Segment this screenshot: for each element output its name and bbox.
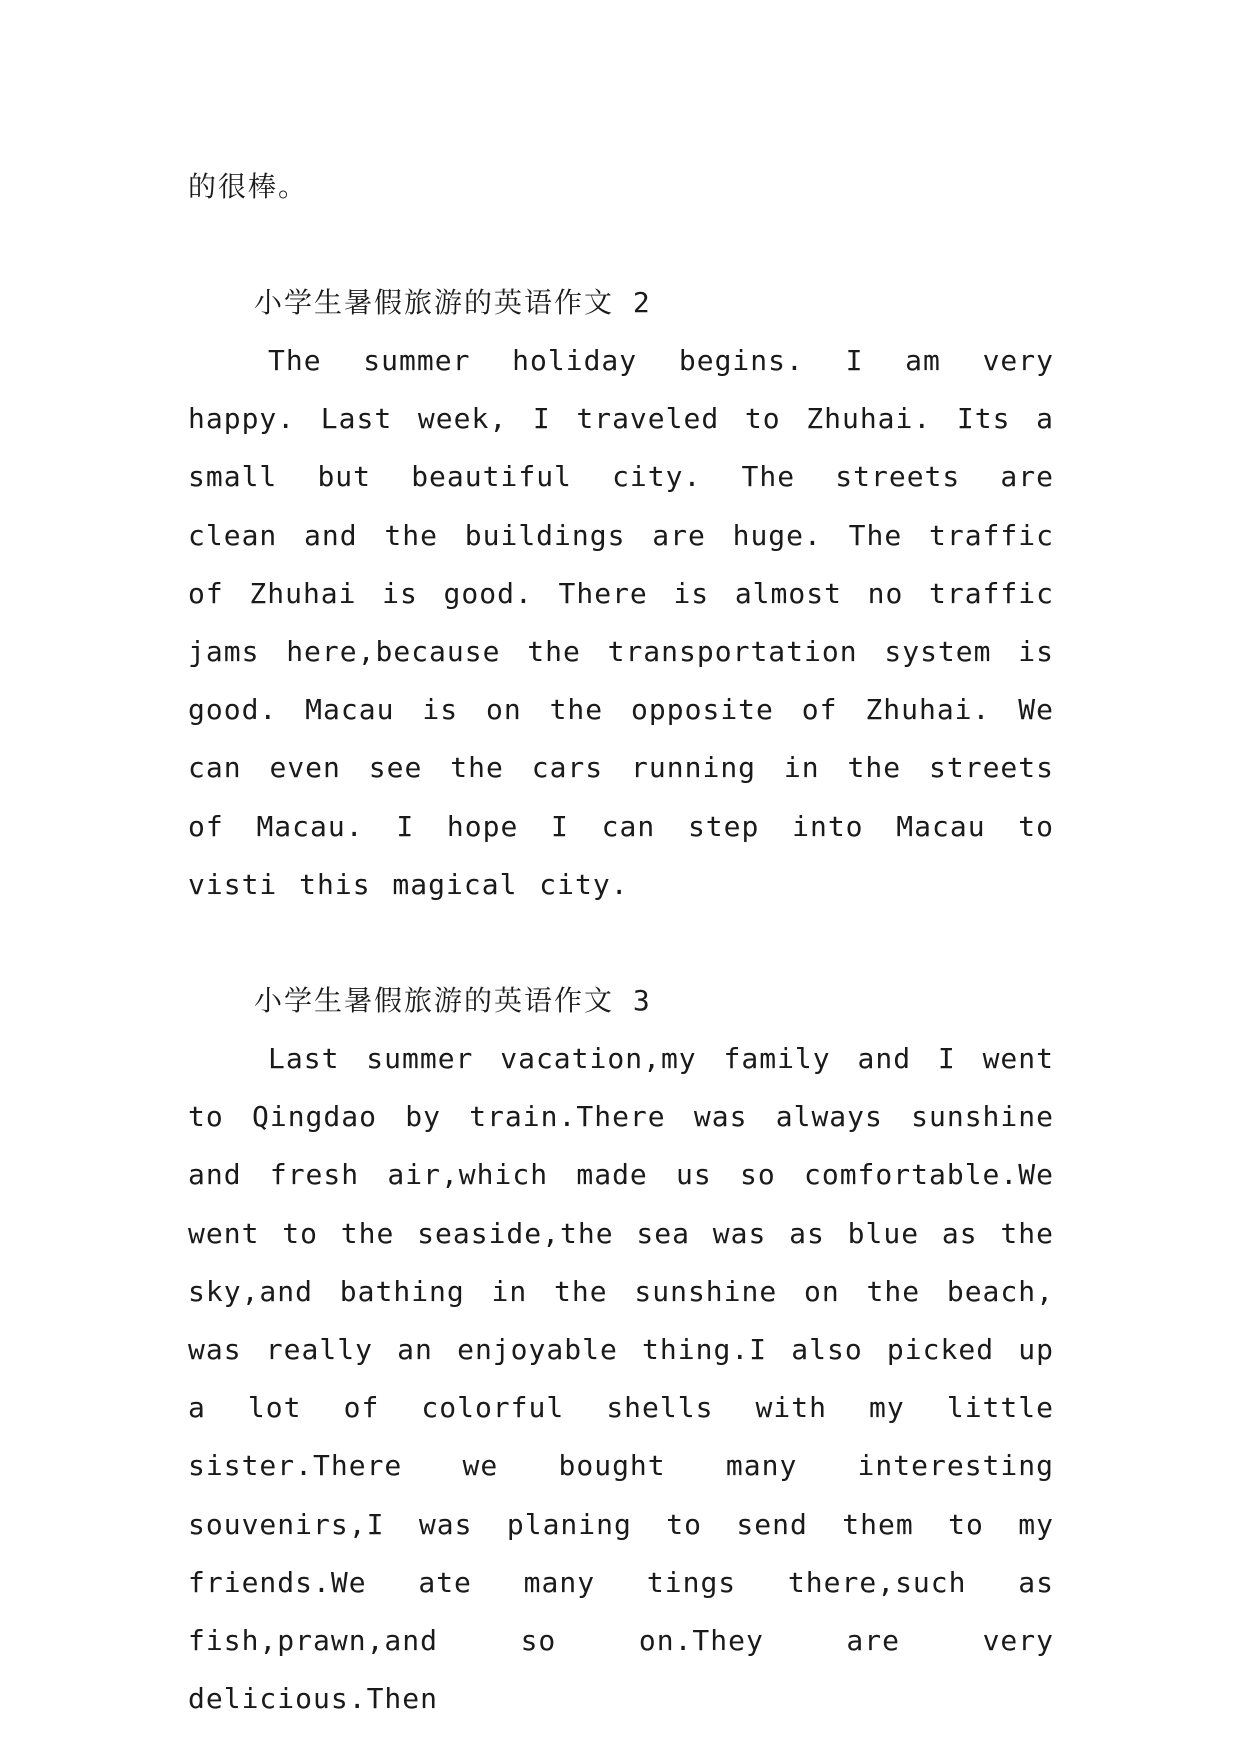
- intro-fragment: 的很棒。: [188, 170, 309, 203]
- section-heading-2: 小学生暑假旅游的英语作文 2: [254, 286, 652, 319]
- section-heading-3: 小学生暑假旅游的英语作文 3: [254, 984, 652, 1018]
- paragraph-gap: [188, 914, 1054, 972]
- section-body-2: The summer holiday begins. I am very happy. Last week, I traveled to Zhuhai. Its a small but beautiful city. The streets are clean and the buildings are huge. The traffic of Zhuhai is good. There is almost no traffic jams here,because the transportation system is good. Macau is on the opposite of Zhuhai. We can even see the cars running in the streets of Macau. I hope I can step into Macau to visti this magical city.: [188, 344, 1054, 901]
- section-body-3: Last summer vacation,my family and I went to Qingdao by train.There was always sunshine and fresh air,which made us so comfortable.We went to the seaside,the sea was as blue as the sky,and bathing in the sunshine on the beach, was really an enjoyable thing.I also picked up a lot of colorful shells with my little sister.There we bought many interesting souvenirs,I was planing to send them to my friends.We ate many tings there,such as fish,prawn,and so on.They are very delicious.Then: [188, 1042, 1054, 1716]
- document-body: [188, 158, 1054, 1728]
- paragraph-gap: [188, 216, 1054, 274]
